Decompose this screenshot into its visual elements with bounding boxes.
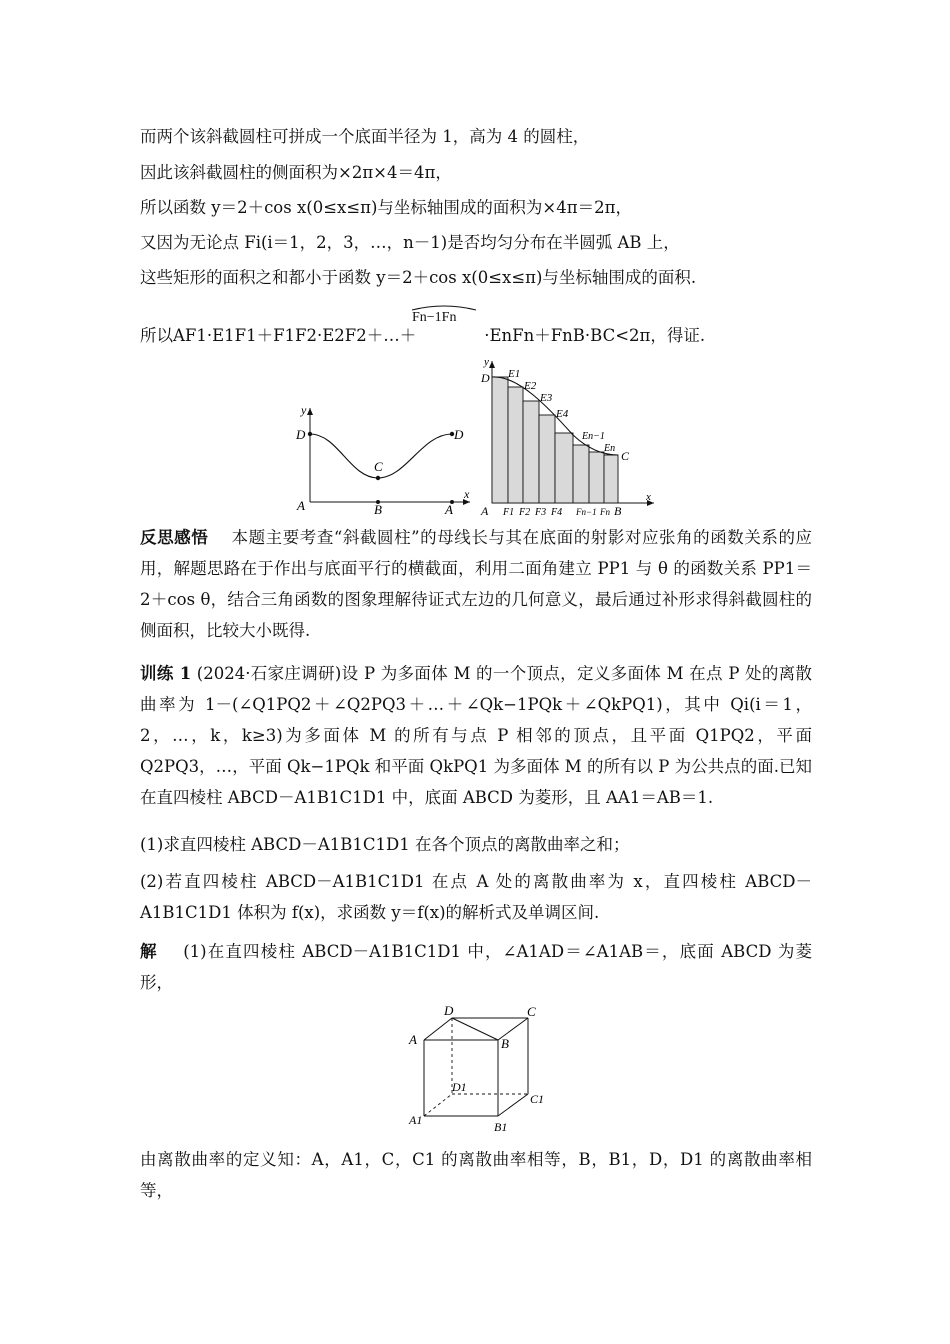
fig2-C: C [621,449,630,463]
training-paragraph [140,658,812,813]
cube-B: B [501,1036,509,1051]
conclusion-suffix: ·EnFn＋FnB·BC<2π，得证. [484,326,706,345]
fig2-Fn-1: Fn−1 [576,507,597,517]
question-1: (1)求直四棱柱 ABCD－A1B1C1D1 在各个顶点的离散曲率之和； [140,835,630,854]
fig1-y-label: y [301,403,307,417]
cube-C: C [527,1004,536,1019]
fig2-F3: F3 [535,507,547,518]
fig1-x-label: x [464,487,470,501]
fig2-y-label: y [484,356,489,368]
reflection-title: 反思感悟 [140,528,209,547]
fig2-B: B [614,504,622,518]
fig1-D-left: D [296,427,306,442]
text-line-2: 因此该斜截圆柱的侧面积为×2π×4＝4π， [140,163,452,182]
solution-paragraph [140,936,812,998]
cube-B1: B1 [494,1120,508,1134]
cube-A1: A1 [409,1113,423,1127]
fig2-E4: E4 [556,408,569,420]
question-2: (2)若直四棱柱 ABCD－A1B1C1D1 在点 A 处的离散曲率为 x，直四棱柱 ABCD－A1B1C1D1 体积为 f(x)，求函数 y＝f(x)的解析式及单调区间. [140,872,812,922]
training-title: 训练 1 [140,664,192,683]
fig1-B: B [374,502,382,517]
text-line-5: 这些矩形的面积之和都小于函数 y＝2＋cos x(0≤x≤π)与坐标轴围成的面积. [140,268,697,287]
reflection-text: 本题主要考查“斜截圆柱”的母线长与其在底面的射影对应张角的函数关系的应用，解题思路在于作出与底面平行的横截面，利用二面角建立 PP1 与 θ 的函数关系 PP1＝2＋cos θ，结合三角函数的图象理解待证式左边的几何意义，最后通过补形求得斜截圆柱的侧面积，比较大小既得. [140,528,813,640]
fig1-D-right: D [454,427,464,442]
fig2-E1: E1 [508,368,521,380]
cube-D: D [444,1003,454,1018]
reflection-paragraph [140,522,812,646]
fig2-E3: E3 [540,392,553,404]
prism-figure [400,1000,560,1135]
fig2-Fn: Fn [600,507,610,517]
text-line-1: 而两个该斜截圆柱可拼成一个底面半径为 1，高为 4 的圆柱， [140,127,590,146]
text-line-3: 所以函数 y＝2＋cos x(0≤x≤π)与坐标轴围成的面积为×4π＝2π， [140,198,632,217]
fig2-A: A [481,504,489,518]
fig2-En: En [604,443,616,454]
text-line-4: 又因为无论点 Fi(i＝1，2，3，…，n－1)是否均匀分布在半圆弧 AB 上， [140,233,680,252]
cosine-curve-figure [288,400,478,518]
cube-D1: D1 [452,1080,467,1094]
fig2-x-label: x [646,491,651,503]
arc-label: Fn−1Fn [412,310,457,325]
fig2-F4: F4 [551,507,563,518]
cube-C1: C1 [530,1092,545,1106]
solution-text: (1)在直四棱柱 ABCD－A1B1C1D1 中，∠A1AD＝∠A1AB＝，底面 ABCD 为菱形， [140,942,812,992]
fig1-A-right: A [445,502,453,517]
fig2-D: D [481,371,490,385]
fig2-E2: E2 [524,380,537,392]
fig2-F1: F1 [503,507,515,518]
cube-A: A [409,1032,417,1047]
rectangles-figure [478,355,658,520]
fig2-F2: F2 [519,507,531,518]
fig2-En-1: En−1 [582,431,605,442]
solution-title: 解 [140,942,158,961]
training-text: (2024·石家庄调研)设 P 为多面体 M 的一个顶点，定义多面体 M 在点 P 处的离散曲率为 1－(∠Q1PQ2＋∠Q2PQ3＋…＋∠Qk−1PQk＋∠QkPQ1)，其中 Qi(i＝1，2，…，k，k≥3)为多面体 M 的所有与点 P 相邻的顶点，且平面 Q1PQ2，平面 Q2PQ3，…，平面 Qk−1PQk 和平面 QkPQ1 为多面体 M 的所有以 P 为公共点的面.已知在直四棱柱 ABCD－A1B1C1D1 中，底面 ABCD 为菱形，且 AA1＝AB＝1. [140,664,812,807]
fig1-A-left: A [297,498,305,513]
fig1-C: C [374,459,383,474]
conclusion-prefix: 所以AF1·E1F1＋F1F2·E2F2＋…＋ [140,326,417,345]
bottom-paragraph: 由离散曲率的定义知：A，A1，C，C1 的离散曲率相等，B，B1，D，D1 的离散曲率相等， [140,1150,812,1200]
